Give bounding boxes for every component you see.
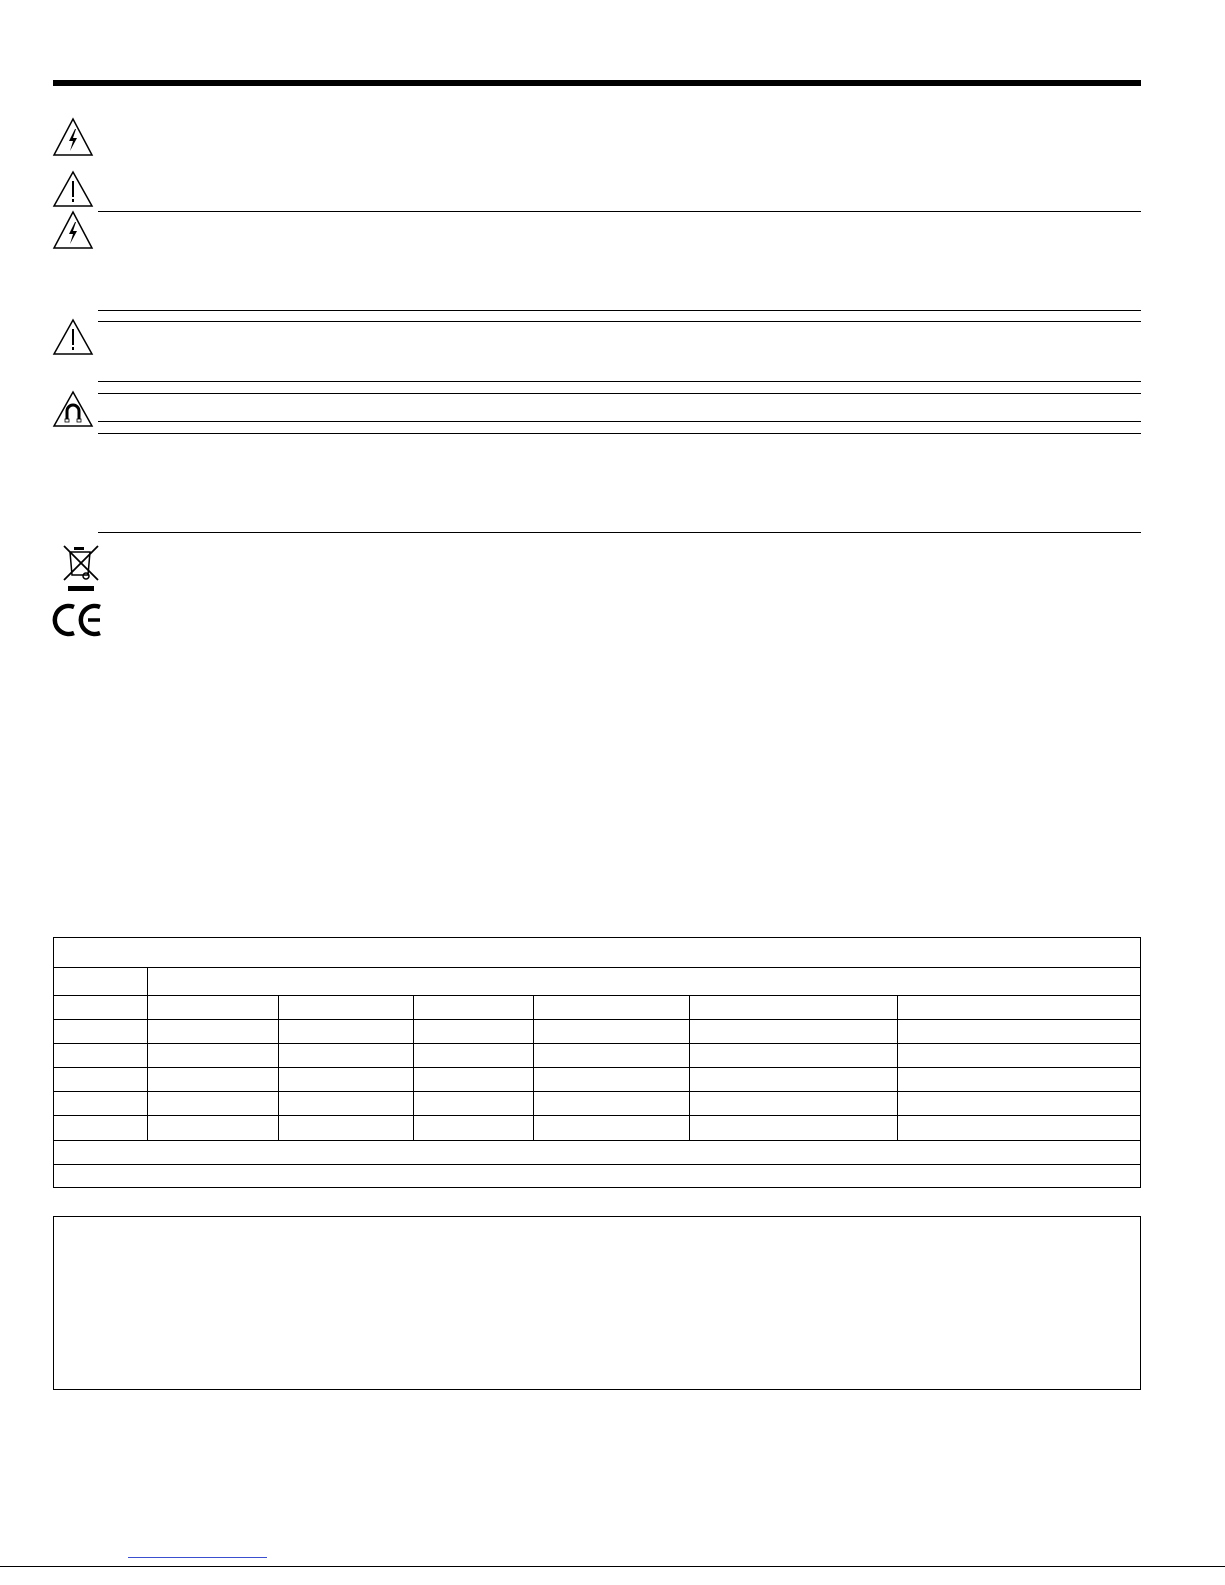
table-row <box>54 967 1140 968</box>
footer-link[interactable] <box>128 1557 267 1558</box>
section-divider <box>98 211 1141 212</box>
spec-table <box>53 937 1141 1188</box>
table-row <box>54 1019 1140 1020</box>
notice-box <box>53 1216 1141 1390</box>
electric-shock-warning-icon <box>52 210 94 250</box>
section-divider <box>98 393 1141 394</box>
ce-mark-icon <box>50 602 104 638</box>
section-divider <box>98 532 1141 533</box>
section-divider <box>98 381 1141 382</box>
footer-rule <box>0 1566 1225 1567</box>
section-divider <box>98 321 1141 322</box>
table-row <box>54 1140 1140 1141</box>
table-row <box>54 1164 1140 1165</box>
table-column-divider <box>897 995 898 1140</box>
section-divider <box>98 421 1141 422</box>
table-row <box>54 1043 1140 1044</box>
caution-exclamation-icon <box>52 170 94 208</box>
weee-crossed-bin-icon <box>60 543 102 593</box>
electric-shock-warning-icon <box>52 117 94 157</box>
table-column-divider <box>413 995 414 1140</box>
table-column-divider <box>278 995 279 1140</box>
table-row <box>54 995 1140 996</box>
top-rule <box>53 80 1141 86</box>
table-column-divider <box>147 967 148 1140</box>
table-column-divider <box>533 995 534 1140</box>
table-row <box>54 1067 1140 1068</box>
section-divider <box>98 310 1141 311</box>
table-row <box>54 1091 1140 1092</box>
table-row <box>54 1115 1140 1116</box>
section-divider <box>98 433 1141 434</box>
magnetic-field-warning-icon <box>52 390 94 428</box>
caution-exclamation-icon <box>52 318 94 356</box>
table-column-divider <box>689 995 690 1140</box>
